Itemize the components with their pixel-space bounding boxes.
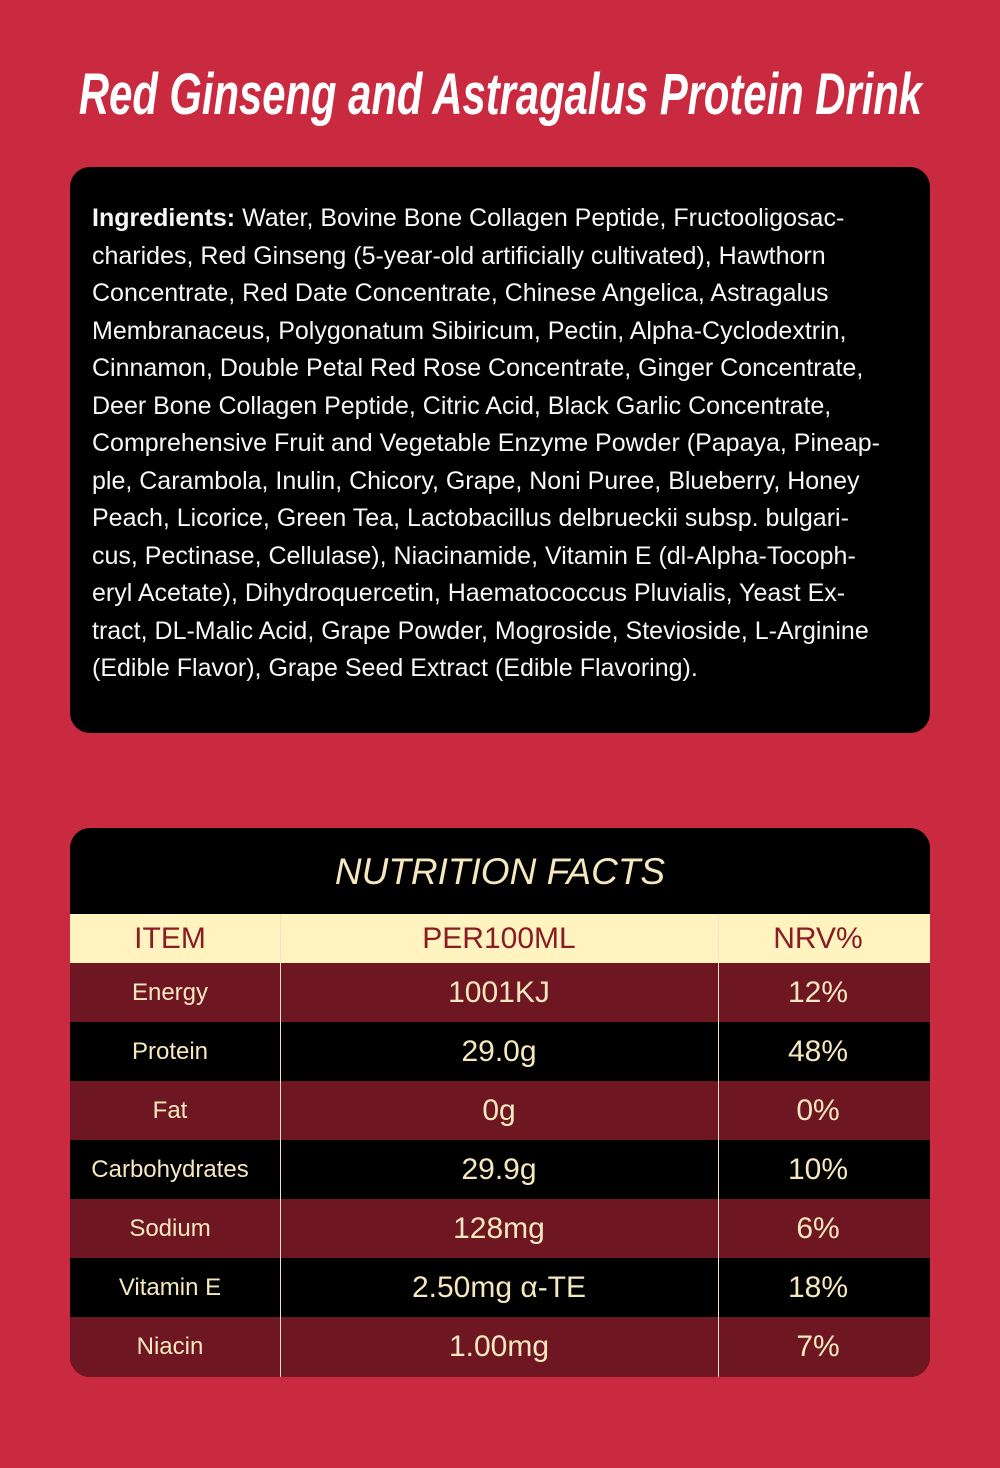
ingredients-line: eryl Acetate), Dihydroquercetin, Haematococcus Pluvialis, Yeast Ex- <box>92 579 846 607</box>
table-row <box>70 1140 930 1199</box>
row-per100ml: 0g <box>482 1093 516 1127</box>
ingredients-line: Cinnamon, Double Petal Red Rose Concentrate, Ginger Concentrate, <box>92 354 864 382</box>
nutrition-table-header <box>70 914 930 963</box>
ingredients-label: Ingredients: <box>92 204 236 232</box>
table-row <box>70 1022 930 1081</box>
ingredients-line: Concentrate, Red Date Concentrate, Chinese Angelica, Astragalus <box>92 279 829 307</box>
ingredients-line: Comprehensive Fruit and Vegetable Enzyme Powder (Papaya, Pineap- <box>92 429 880 457</box>
ingredients-line: tract, DL-Malic Acid, Grape Powder, Mogroside, Stevioside, L-Arginine <box>92 616 869 645</box>
header-item: ITEM <box>134 921 206 955</box>
row-nrv: 7% <box>796 1330 840 1363</box>
table-row <box>70 1317 930 1377</box>
row-nrv: 18% <box>787 1270 849 1304</box>
ingredients-line: Membranaceus, Polygonatum Sibiricum, Pectin, Alpha-Cyclodextrin, <box>92 316 847 345</box>
ingredients-line: cus, Pectinase, Cellulase), Niacinamide, Vitamin E (dl-Alpha-Tocoph- <box>92 541 856 570</box>
row-nrv: 6% <box>796 1211 840 1245</box>
row-item: Carbohydrates <box>91 1155 249 1183</box>
row-per100ml: 29.0g <box>461 1034 537 1068</box>
row-nrv: 48% <box>787 1034 849 1068</box>
row-nrv: 12% <box>787 975 849 1009</box>
title-container <box>0 62 1000 138</box>
ingredients-panel <box>70 167 930 733</box>
row-per100ml: 1001KJ <box>448 975 550 1009</box>
row-per100ml: 29.9g <box>461 1152 537 1186</box>
table-row <box>70 1081 930 1140</box>
row-item: Protein <box>131 1037 209 1065</box>
table-row <box>70 1199 930 1258</box>
product-title: Red Ginseng and Astragalus Protein Drink <box>78 62 922 127</box>
header-nrv: NRV% <box>773 921 863 955</box>
ingredients-line: Peach, Licorice, Green Tea, Lactobacillus delbrueckii subsp. bulgari- <box>92 504 849 532</box>
row-nrv: 0% <box>796 1093 840 1127</box>
ingredients-line: Deer Bone Collagen Peptide, Citric Acid, Black Garlic Concentrate, <box>92 391 832 420</box>
ingredients-line <box>92 200 908 238</box>
row-item: Fat <box>152 1096 188 1124</box>
ingredients-text: Water, Bovine Bone Collagen Peptide, Fructooligosac- <box>242 204 845 232</box>
ingredients-line: charides, Red Ginseng (5-year-old artificially cultivated), Hawthorn <box>92 241 826 270</box>
ingredients-line: ple, Carambola, Inulin, Chicory, Grape, Noni Puree, Blueberry, Honey <box>92 466 860 495</box>
row-per100ml: 2.50mg α-TE <box>411 1270 587 1304</box>
row-item: Sodium <box>129 1214 211 1242</box>
nutrition-facts-title: NUTRITION FACTS <box>334 851 666 892</box>
table-row <box>70 1258 930 1317</box>
row-item: Niacin <box>136 1333 204 1360</box>
nutrition-facts-panel <box>70 828 930 1377</box>
row-item: Energy <box>131 978 209 1006</box>
column-divider <box>718 914 719 1377</box>
row-nrv: 10% <box>787 1152 849 1186</box>
header-per100ml: PER100ML <box>422 921 576 955</box>
ingredients-line: (Edible Flavor), Grape Seed Extract (Edible Flavoring). <box>92 654 698 682</box>
column-divider <box>280 914 281 1377</box>
table-row <box>70 963 930 1022</box>
row-per100ml: 128mg <box>453 1211 545 1245</box>
row-item: Vitamin E <box>118 1273 222 1301</box>
row-per100ml: 1.00mg <box>448 1330 550 1363</box>
